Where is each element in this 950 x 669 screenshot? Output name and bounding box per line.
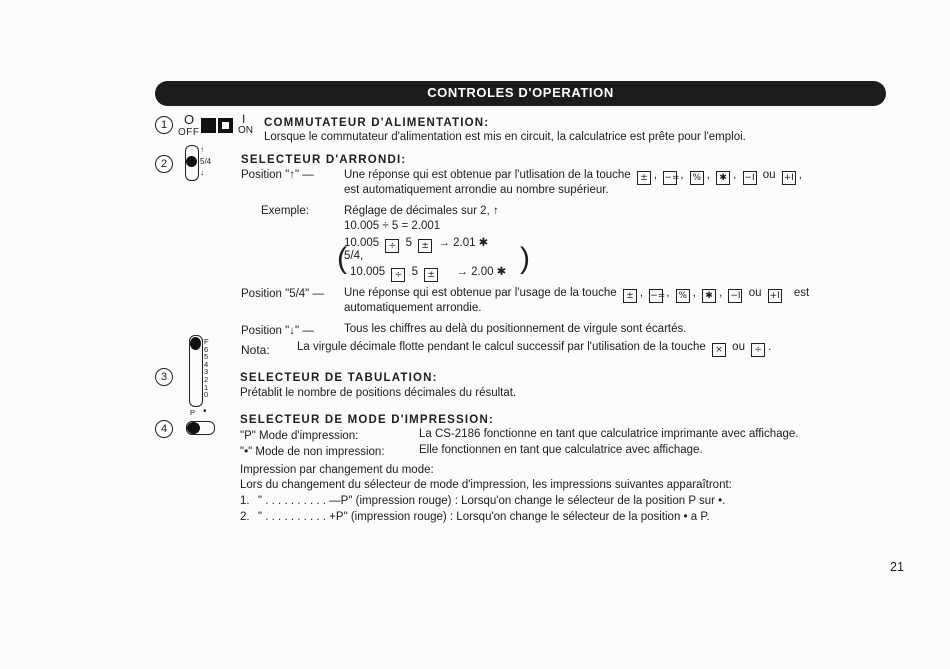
sep: , (706, 169, 710, 181)
tab-labels (204, 338, 209, 399)
power-switch-off-icon (201, 118, 216, 133)
sep: , (653, 169, 658, 181)
ou-word: ou (762, 169, 776, 181)
example-line5 (350, 264, 506, 282)
rounding-heading: SELECTEUR D'ARRONDI: (241, 154, 407, 166)
key-plus-i: +I (783, 173, 794, 183)
key-minus-i: −I (730, 291, 741, 301)
tab-label-4: 4 (204, 359, 209, 369)
ex3-a: 10.005 (344, 237, 380, 249)
tab-heading: SELECTEUR DE TABULATION: (240, 372, 438, 384)
example-line1: Réglage de décimales sur 2, ↑ (344, 205, 499, 217)
print-item1-text: " . . . . . . . . . . —P" (impression rouge) : Lorsqu'on change le sélecteur de la position P sur •. (258, 495, 726, 507)
example-label: Exemple: (261, 205, 309, 217)
print-p-mode-text: La CS-2186 fonctionne en tant que calculatrice imprimante avec affichage. (419, 428, 799, 440)
pos-up-text (344, 169, 802, 185)
page-number: 21 (890, 560, 904, 574)
key-plusminus: ± (637, 171, 651, 185)
key-star: ✱ (702, 289, 716, 303)
sep: , (639, 287, 644, 299)
paren-open: ( (337, 242, 347, 275)
sep: , (798, 169, 802, 181)
pos-up-desc: Une réponse qui est obtenue par l'utlisation de la touche (344, 169, 631, 181)
print-item2-text: " . . . . . . . . . . +P" (impression rouge) : Lorsqu'on change le sélecteur de la position • a P. (258, 511, 710, 523)
section-banner (155, 81, 886, 106)
marker-4: 4 (155, 420, 173, 438)
sep: , (666, 287, 670, 299)
tab-text: Prétablit le nombre de positions décimales du résultat. (240, 387, 517, 399)
sep: , (680, 169, 684, 181)
tab-label-3: 3 (204, 367, 209, 377)
pos-54-text (344, 287, 809, 303)
power-o-label: O (184, 112, 195, 127)
key-percent: % (676, 289, 690, 303)
print-heading: SELECTEUR DE MODE D'IMPRESSION: (240, 414, 494, 426)
power-switch-on-icon (218, 118, 233, 133)
key-minus-equal: −= (664, 173, 680, 183)
rounding-label-54: 5/4 (200, 157, 212, 166)
pos-up-label: Position "↑" — (241, 169, 314, 181)
tab-label-6: 6 (204, 344, 209, 354)
key-plusminus: ± (418, 239, 432, 253)
example-line3 (344, 235, 488, 253)
key-plusminus: ± (424, 268, 438, 282)
key-minus-equal: −= (650, 291, 666, 301)
power-on-label: ON (238, 125, 253, 136)
ou-word: ou (748, 287, 762, 299)
pos-down-label: Position "↓" — (241, 325, 314, 337)
print-np-mode-text: Elle fonctionnen en tant que calculatrice avec affichage. (419, 444, 703, 456)
pos-down-text: Tous les chiffres au delà du positionnement de virgule sont écartés. (344, 323, 687, 335)
key-star: ✱ (716, 171, 730, 185)
key-plus-i: +I (769, 291, 780, 301)
pos-up-text2: est automatiquement arrondie au nombre supérieur. (344, 184, 609, 196)
pos-54-label: Position "5/4" — (241, 288, 324, 300)
ex3-c: → 2.01 ✱ (438, 237, 489, 249)
key-percent: % (690, 171, 704, 185)
marker-1: 1 (155, 116, 173, 134)
print-np-mode-label: "•" Mode de non impression: (240, 446, 385, 458)
key-divide: ÷ (385, 239, 399, 253)
ou-word: ou (732, 341, 745, 353)
rounding-label-down: ↓ (200, 168, 204, 177)
print-p-mode-label: "P" Mode d'impression: (240, 430, 359, 442)
nota-label: Nota: (241, 343, 270, 357)
key-minus-i: −I (744, 173, 755, 183)
ex5-b: 5 (411, 266, 418, 278)
print-item2-num: 2. (240, 511, 250, 523)
print-knob-icon (187, 422, 200, 434)
marker-2: 2 (155, 155, 173, 173)
key-multiply: × (712, 343, 726, 357)
print-dot-label: • (203, 406, 207, 417)
sep: , (719, 287, 723, 299)
print-change-heading: Impression par changement du mode: (240, 464, 434, 476)
power-heading: COMMUTATEUR D'ALIMENTATION: (264, 117, 490, 129)
section-title: CONTROLES D'OPERATION (427, 85, 614, 100)
tab-label-0: 0 (204, 390, 209, 400)
power-off-label: OFF (178, 127, 200, 138)
example-line4: 5/4, (344, 250, 364, 262)
est-word: est (793, 287, 810, 299)
tab-label-2: 2 (204, 374, 209, 384)
tab-label-5: 5 (204, 352, 209, 362)
period: . (768, 341, 772, 353)
power-i-label: I (242, 112, 246, 126)
sep: , (733, 169, 737, 181)
key-divide: ÷ (751, 343, 765, 357)
sep: , (692, 287, 696, 299)
ex5-c: → 2.00 ✱ (456, 266, 507, 278)
power-text: Lorsque le commutateur d'alimentation est mis en circuit, la calculatrice est prête pour l'emploi. (264, 131, 746, 143)
tab-knob-icon (190, 337, 201, 350)
key-divide: ÷ (391, 268, 405, 282)
rounding-knob-icon (186, 156, 197, 167)
pos-54-desc: Une réponse qui est obtenue par l'usage de la touche (344, 287, 617, 299)
tab-label-1: 1 (204, 382, 209, 392)
example-line2: 10.005 ÷ 5 = 2.001 (344, 220, 441, 232)
key-plusminus: ± (623, 289, 637, 303)
paren-close: ) (520, 242, 530, 275)
tab-label-f: F (204, 337, 209, 346)
pos-54-text2: automatiquement arrondie. (344, 302, 482, 314)
nota-text (297, 341, 771, 357)
print-change-text: Lors du changement du sélecteur de mode d'impression, les impressions suivantes apparaîtront: (240, 479, 732, 491)
marker-3: 3 (155, 368, 173, 386)
rounding-label-up: ↑ (200, 145, 204, 154)
print-p-label: P (190, 408, 196, 417)
print-item1-num: 1. (240, 495, 250, 507)
nota-desc: La virgule décimale flotte pendant le calcul successif par l'utilisation de la touche (297, 341, 706, 353)
ex5-a: 10.005 (350, 266, 386, 278)
ex3-b: 5 (405, 237, 412, 249)
